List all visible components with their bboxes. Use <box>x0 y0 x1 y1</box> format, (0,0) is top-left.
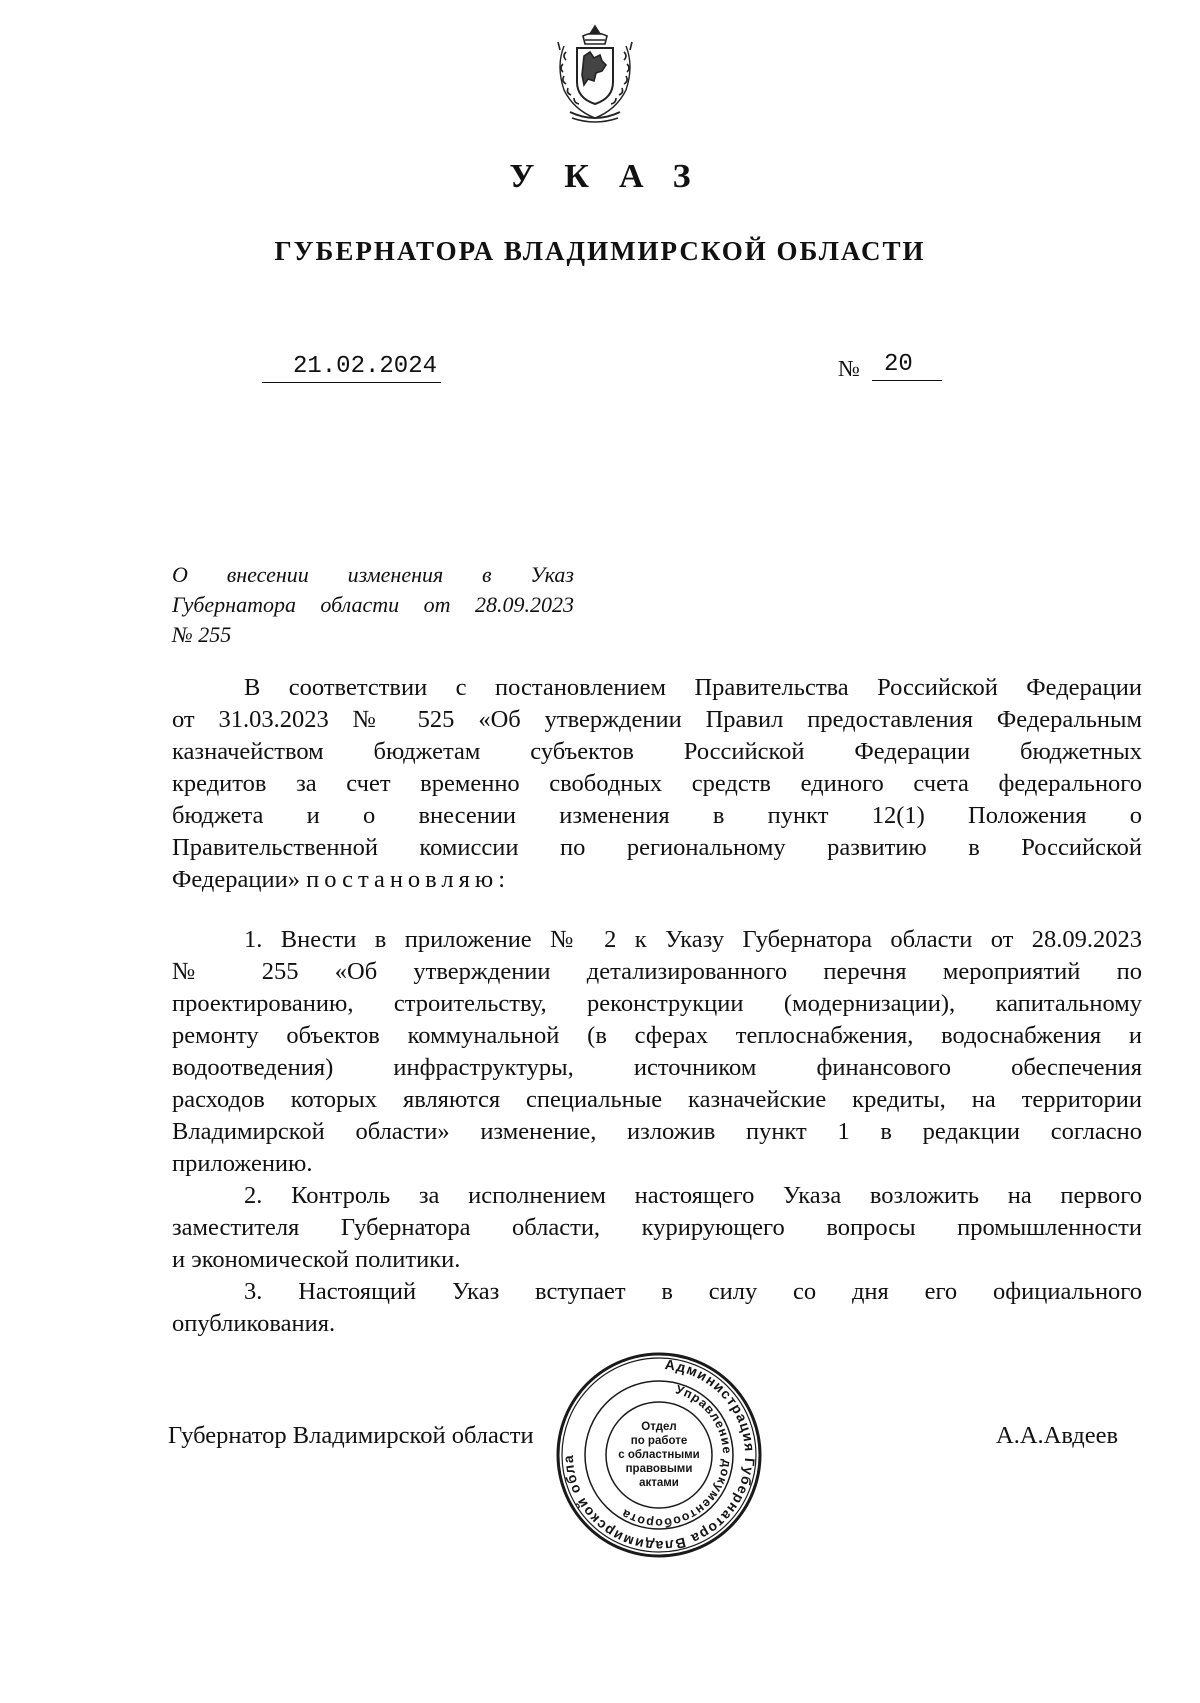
item-line: проектированию, строительству, реконструкции (модернизации), капитальному <box>172 990 1142 1017</box>
preamble-line: от 31.03.2023 № 525 «Об утверждении Правил предоставления Федеральным <box>172 706 1142 733</box>
official-seal-stamp <box>554 1350 764 1560</box>
item-line: водоотведения) инфраструктуры, источником финансового обеспечения <box>172 1054 1142 1081</box>
item-line: № 255 «Об утверждении детализированного перечня мероприятий по <box>172 958 1142 985</box>
signature-name: А.А.Авдеев <box>996 1422 1119 1449</box>
preamble-line: В соответствии с постановлением Правительства Российской Федерации <box>244 674 1142 701</box>
signature-title: Губернатор Владимирской области <box>168 1422 534 1449</box>
seal-center-line: Отдел <box>641 1421 677 1433</box>
preamble-line: Правительственной комиссии по региональному развитию в Российской <box>172 834 1142 861</box>
document-type-title: УКАЗ <box>509 158 721 195</box>
item-line: Владимирской области» изменение, изложив пункт 1 в редакции согласно <box>172 1118 1142 1145</box>
document-number: 20 <box>872 350 942 381</box>
seal-center-line: с областными <box>618 1449 700 1461</box>
seal-center-line: правовыми <box>625 1463 693 1475</box>
seal-center-line: актами <box>639 1477 679 1489</box>
seal-ring-text: Администрация Губернатора Владимирской обла <box>559 1356 759 1555</box>
item-3-paragraph <box>172 1276 1142 1340</box>
decree-word: постановляю: <box>306 866 511 893</box>
preamble-line: бюджета и о внесении изменения в пункт 12(1) Положения о <box>172 802 1142 829</box>
preamble-line: Федерации» <box>172 866 300 893</box>
item-line: приложению. <box>172 1150 313 1177</box>
preamble-line: казначейством бюджетам субъектов Российской Федерации бюджетных <box>172 738 1142 765</box>
issuer-title: ГУБЕРНАТОРА ВЛАДИМИРСКОЙ ОБЛАСТИ <box>274 236 926 266</box>
document-number-label: № <box>838 356 860 381</box>
subject-line: № 255 <box>172 622 232 647</box>
item-line: и экономической политики. <box>172 1246 461 1273</box>
subject-line: О внесении изменения в Указ <box>172 562 574 587</box>
item-line: 3. Настоящий Указ вступает в силу со дня его официального <box>244 1278 1142 1305</box>
seal-inner-ring-text: Управление документооборота <box>618 1382 735 1531</box>
item-line: ремонту объектов коммунальной (в сферах теплоснабжения, водоснабжения и <box>172 1022 1142 1049</box>
preamble-paragraph <box>172 672 1142 896</box>
preamble-line: кредитов за счет временно свободных средств единого счета федерального <box>172 770 1142 797</box>
item-line: 1. Внести в приложение № 2 к Указу Губернатора области от 28.09.2023 <box>244 926 1142 953</box>
document-date: 21.02.2024 <box>262 352 441 383</box>
item-1-paragraph <box>172 924 1142 1180</box>
subject-line: Губернатора области от 28.09.2023 <box>172 592 574 617</box>
seal-center-line: по работе <box>630 1435 688 1447</box>
item-line: 2. Контроль за исполнением настоящего Указа возложить на первого <box>244 1182 1142 1209</box>
document-subject <box>172 560 574 650</box>
item-2-paragraph <box>172 1180 1142 1276</box>
item-line: расходов которых являются специальные казначейские кредиты, на территории <box>172 1086 1142 1113</box>
item-line: заместителя Губернатора области, курирующего вопросы промышленности <box>172 1214 1142 1241</box>
item-line: опубликования. <box>172 1310 336 1337</box>
seal-center-text <box>609 1420 709 1490</box>
preamble-last-line <box>172 864 1142 896</box>
coat-of-arms-icon <box>550 22 640 130</box>
